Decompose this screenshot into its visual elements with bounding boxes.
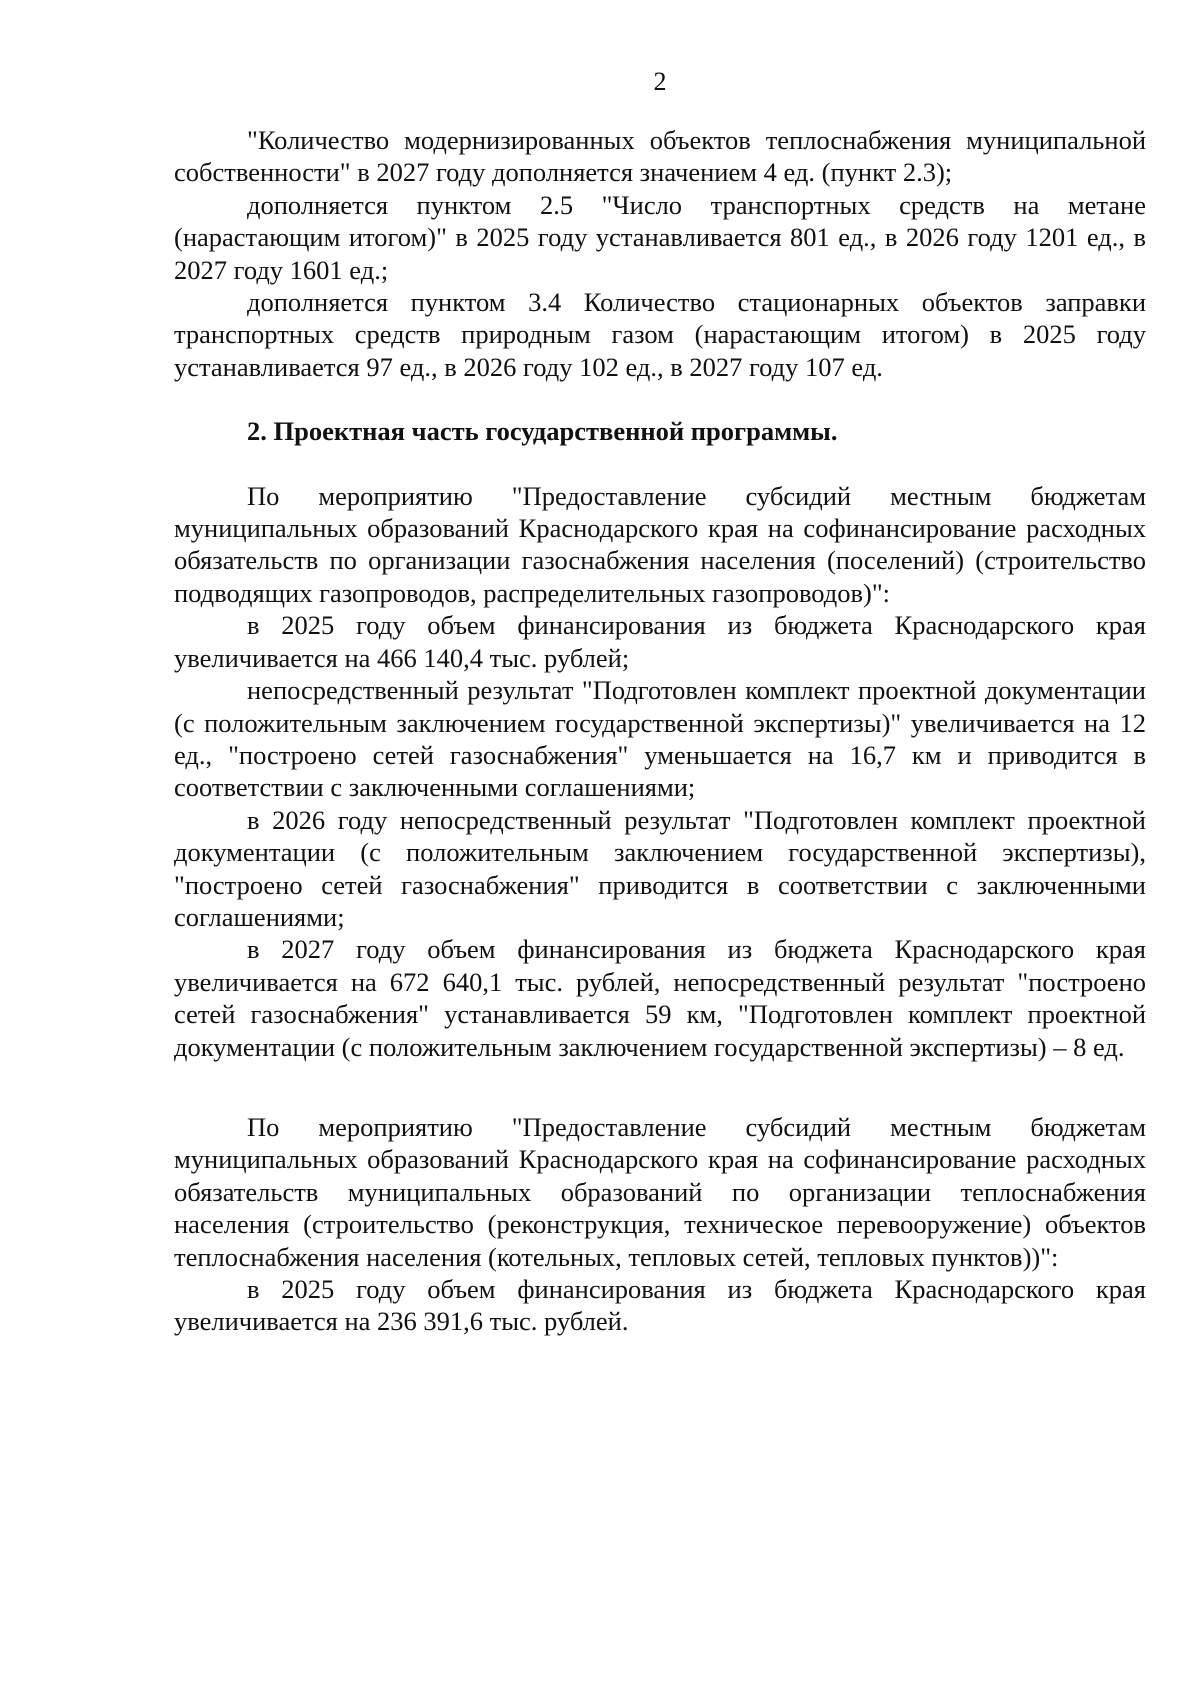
- spacer: [174, 1063, 1146, 1111]
- spacer: [174, 383, 1146, 415]
- page-number: 2: [653, 67, 667, 96]
- paragraph-heat-measure-title: По мероприятию "Предоставление субсидий местным бюджетам муниципальных образований Краснодарского края на софинансирование расходных обязательств муниципальных образований по организации теплоснабжения населения (строительство (реконструкция, техническое перевооружение) объектов теплоснабжения населения (котельных, тепловых сетей, тепловых пунктов))":: [174, 1111, 1146, 1272]
- spacer: [174, 448, 1146, 480]
- paragraph-gas-2025-funding: в 2025 году объем финансирования из бюджета Краснодарского края увеличивается на 466 140,4 тыс. рублей;: [174, 610, 1146, 673]
- paragraph-indicator-3-4: дополняется пунктом 3.4 Количество стационарных объектов заправки транспортных средств природным газом (нарастающим итогом) в 2025 году устанавливается 97 ед., в 2026 году 102 ед., в 2027 году 107 ед.: [174, 287, 1146, 382]
- paragraph-heat-2025-funding: в 2025 году объем финансирования из бюджета Краснодарского края увеличивается на 236 391,6 тыс. рублей.: [174, 1274, 1146, 1337]
- paragraph-gas-direct-result: непосредственный результат "Подготовлен комплект проектной документации (с положительным заключением государственной экспертизы)" увеличивается на 12 ед., "построено сетей газоснабжения" уменьшается на 16,7 км и приводится в соответствии с заключенными соглашениями;: [174, 675, 1146, 803]
- section-heading: 2. Проектная часть государственной программы.: [247, 416, 838, 447]
- paragraph-gas-2027-funding: в 2027 году объем финансирования из бюджета Краснодарского края увеличивается на 672 640,1 тыс. рублей, непосредственный результат "построено сетей газоснабжения" устанавливается 59 км, "Подготовлен комплект проектной документации (с положительным заключением государственной экспертизы) – 8 ед.: [174, 934, 1146, 1062]
- document-body: [174, 124, 1146, 1338]
- paragraph-indicator-2-5: дополняется пунктом 2.5 "Число транспортных средств на метане (нарастающим итогом)" в 2025 году устанавливается 801 ед., в 2026 году 1201 ед., в 2027 году 1601 ед.;: [174, 189, 1146, 285]
- paragraph-gas-2026-result: в 2026 году непосредственный результат "Подготовлен комплект проектной документации (с положительным заключением государственной экспертизы), "построено сетей газоснабжения" приводится в соответствии с заключенными соглашениями;: [174, 804, 1146, 932]
- paragraph-gas-measure-title: По мероприятию "Предоставление субсидий местным бюджетам муниципальных образований Краснодарского края на софинансирование расходных обязательств по организации газоснабжения населения (поселений) (строительство подводящих газопроводов, распределительных газопроводов)":: [174, 480, 1146, 608]
- paragraph-indicator-2-3: "Количество модернизированных объектов теплоснабжения муниципальной собственности" в 2027 году дополняется значением 4 ед. (пункт 2.3);: [174, 125, 1146, 188]
